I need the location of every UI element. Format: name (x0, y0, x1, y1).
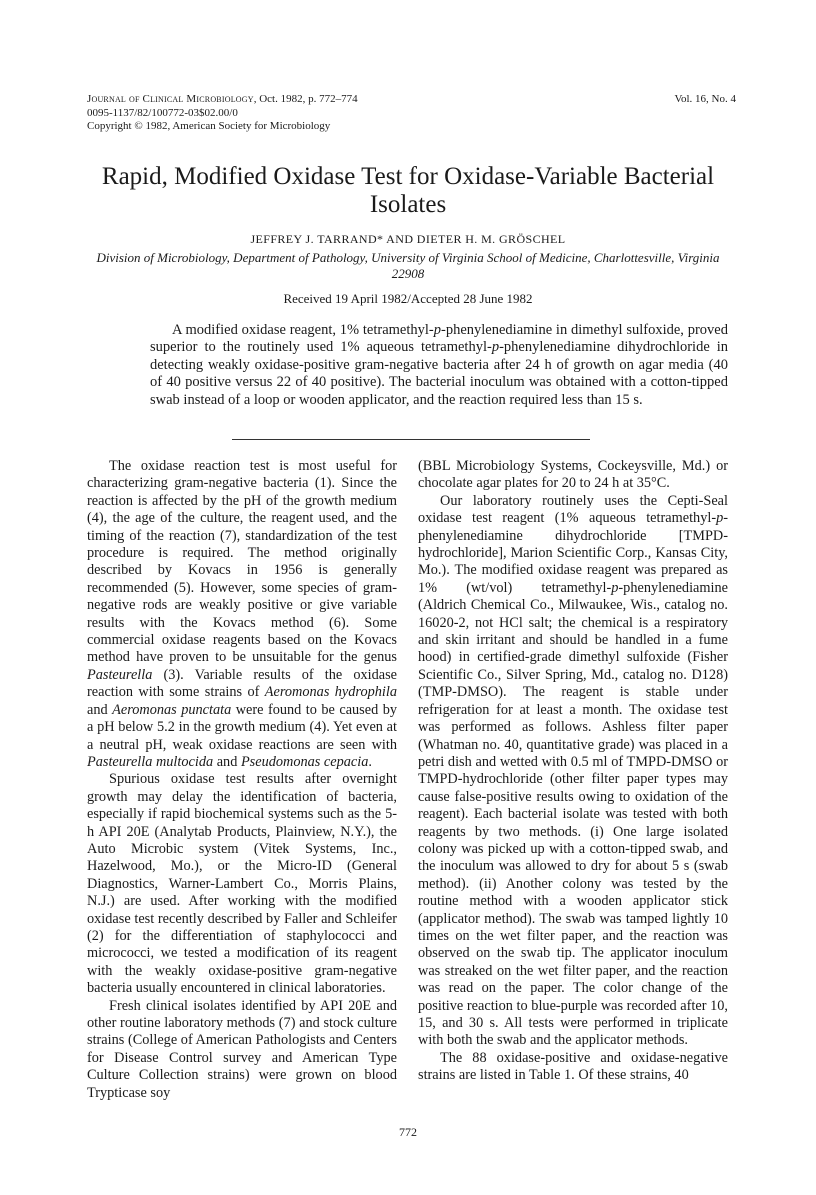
abstract-text: -phenylenediamine dihydrochloride in detecting weakly oxidase-positive gram-negative bacteria after 24 h of growth on agar media (40 of 40 positive versus 22 of 40 positive). The bacterial inoculum was obtained with a cotton-tipped swab instead of a loop or wooden applicator, and the reaction required less than 15 s. (150, 339, 729, 408)
body-text: Our laboratory routinely uses the Cepti-Seal oxidase test reagent (1% aqueous tetramethyl- (418, 492, 728, 527)
body-text: . (368, 753, 372, 770)
citation-details: , Oct. 1982, p. 772–774 (253, 93, 358, 105)
body-text: (3). Variable results of the oxidase reaction with some strains of (87, 666, 397, 701)
abstract-italic: p (491, 339, 500, 356)
body-paragraph: Fresh clinical isolates identified by API 20E and other routine laboratory methods (7) and stock culture strains (College of American Pathologists and Centers for Disease Control survey and American Type Culture Collection strains) were grown on blood Trypticase soy (87, 997, 397, 1101)
body-text: and (87, 701, 113, 718)
page-number: 772 (399, 1125, 417, 1139)
body-paragraph (87, 458, 397, 771)
journal-citation (87, 93, 358, 107)
abstract-divider (232, 439, 590, 440)
article-code: 0095-1137/82/100772-03$02.00/0 (87, 106, 238, 119)
body-paragraph: Spurious oxidase test results after overnight growth may delay the identification of bacteria, especially if rapid biochemical systems such as the 5-h API 20E (Analytab Products, Plainview, N.Y.), the Auto Microbic system (Vitek Systems, Inc., Hazelwood, Mo.), or the Micro-ID (General Diagnostics, Warner-Lambert Co., Morris Plains, N.J.) are used. After working with the modified oxidase test recently described by Faller and Schleifer (2) for the differentiation of staphylococci and micrococci, we tested a modification of its reagent with the weakly oxidase-positive gram-negative bacteria usually encountered in clinical laboratories. (87, 771, 397, 997)
abstract-text: A modified oxidase reagent, 1% tetramethyl- (172, 322, 434, 338)
abstract (150, 322, 728, 409)
body-text: The oxidase reaction test is most useful for characterizing gram-negative bacteria (1). Since the reaction is affected by the pH of the growth medium (4), the age of the culture, the reagent used, and the timing of the reaction (7), standardization of the test procedure is required. The method originally described by Kovacs in 1956 is generally recommended (5). However, some species of gram-negative rods are weakly positive or give variable results with the Kovacs method (6). Some commercial oxidase reagents based on the Kovacs method have proven to be unsuitable for the genus (87, 458, 397, 666)
body-text: -phenylenediamine (Aldrich Chemical Co., Milwaukee, Wis., catalog no. 16020-2, not HCl salt; the chemical is a respiratory and skin irritant and should be handled in a fume hood) in certified-grade dimethyl sulfoxide (Fisher Scientific Co., Silver Spring, Md., catalog no. D128) (TMP-DMSO). The reagent is stable under refrigeration for at least a month. The oxidase test was performed as follows. Ashless filter paper (Whatman no. 40, quantitative grade) was placed in a petri dish and wetted with 0.5 ml of TMPD-DMSO or TMPD-hydrochloride (other filter paper types may cause false-positive results owing to oxidation of the reagent). Each bacterial isolate was tested with both reagents by two methods. (i) One large isolated colony was picked up with a cotton-tipped swab, and the inoculum was allowed to dry for about 5 s (swab method). (ii) Another colony was tested by the routine method with a wooden applicator stick (applicator method). The swab was tamped lightly 10 times on the wet filter paper, and the reaction was observed on the swab tip. The applicator inoculum was streaked on the wet filter paper, and the reaction was read on the paper. The color change of the positive reaction to blue-purple was recorded after 10, 15, and 30 s. All tests were performed in triplicate with both the swab and the applicator methods. (418, 579, 728, 1049)
received-dates: Received 19 April 1982/Accepted 28 June 1982 (283, 291, 533, 306)
author-list: JEFFREY J. TARRAND* AND DIETER H. M. GRÖSCHEL (250, 232, 566, 246)
species-name: Pasteurella (87, 666, 153, 683)
species-name: Pseudomonas cepacia (240, 753, 369, 770)
copyright-notice: Copyright © 1982, American Society for Microbiology (87, 120, 331, 132)
abstract-italic: p (433, 322, 442, 338)
journal-name: Journal of Clinical Microbiology (87, 93, 254, 105)
body-paragraph: (BBL Microbiology Systems, Cockeysville, Md.) or chocolate agar plates for 20 to 24 h at 35°C. (418, 458, 728, 492)
right-column (418, 458, 728, 1085)
body-italic: p (716, 510, 724, 527)
species-name: Aeromonas hydrophila (264, 684, 397, 701)
volume-info: Vol. 16, No. 4 (674, 93, 736, 105)
body-paragraph: The 88 oxidase-positive and oxidase-negative strains are listed in Table 1. Of these strains, 40 (418, 1049, 728, 1084)
body-paragraph (418, 493, 728, 1050)
journal-header (87, 93, 358, 134)
abstract-text: -phenylenediamine in dimethyl sulfoxide, proved superior to the routinely used 1% aqueous tetramethyl- (150, 322, 728, 356)
body-text: -phenylenediamine dihydrochloride [TMPD-hydrochloride], Marion Scientific Corp., Kansas City, Mo.). The modified oxidase reagent was prepared as 1% (wt/vol) tetramethyl- (418, 510, 728, 596)
article-title: Rapid, Modified Oxidase Test for Oxidase-Variable Bacterial Isolates (101, 163, 715, 218)
body-text: and (213, 753, 241, 770)
author-affiliation: Division of Microbiology, Department of Pathology, University of Virginia School of Medicine, Charlottesville, Virginia 22908 (96, 250, 720, 281)
left-column (87, 458, 397, 1102)
species-name: Aeromonas punctata (112, 701, 232, 718)
species-name: Pasteurella multocida (87, 753, 214, 770)
body-italic: p (611, 579, 619, 596)
body-text: were found to be caused by a pH below 5.2 in the growth medium (4). Yet even at a neutral pH, weak oxidase reactions are seen with (87, 701, 398, 753)
